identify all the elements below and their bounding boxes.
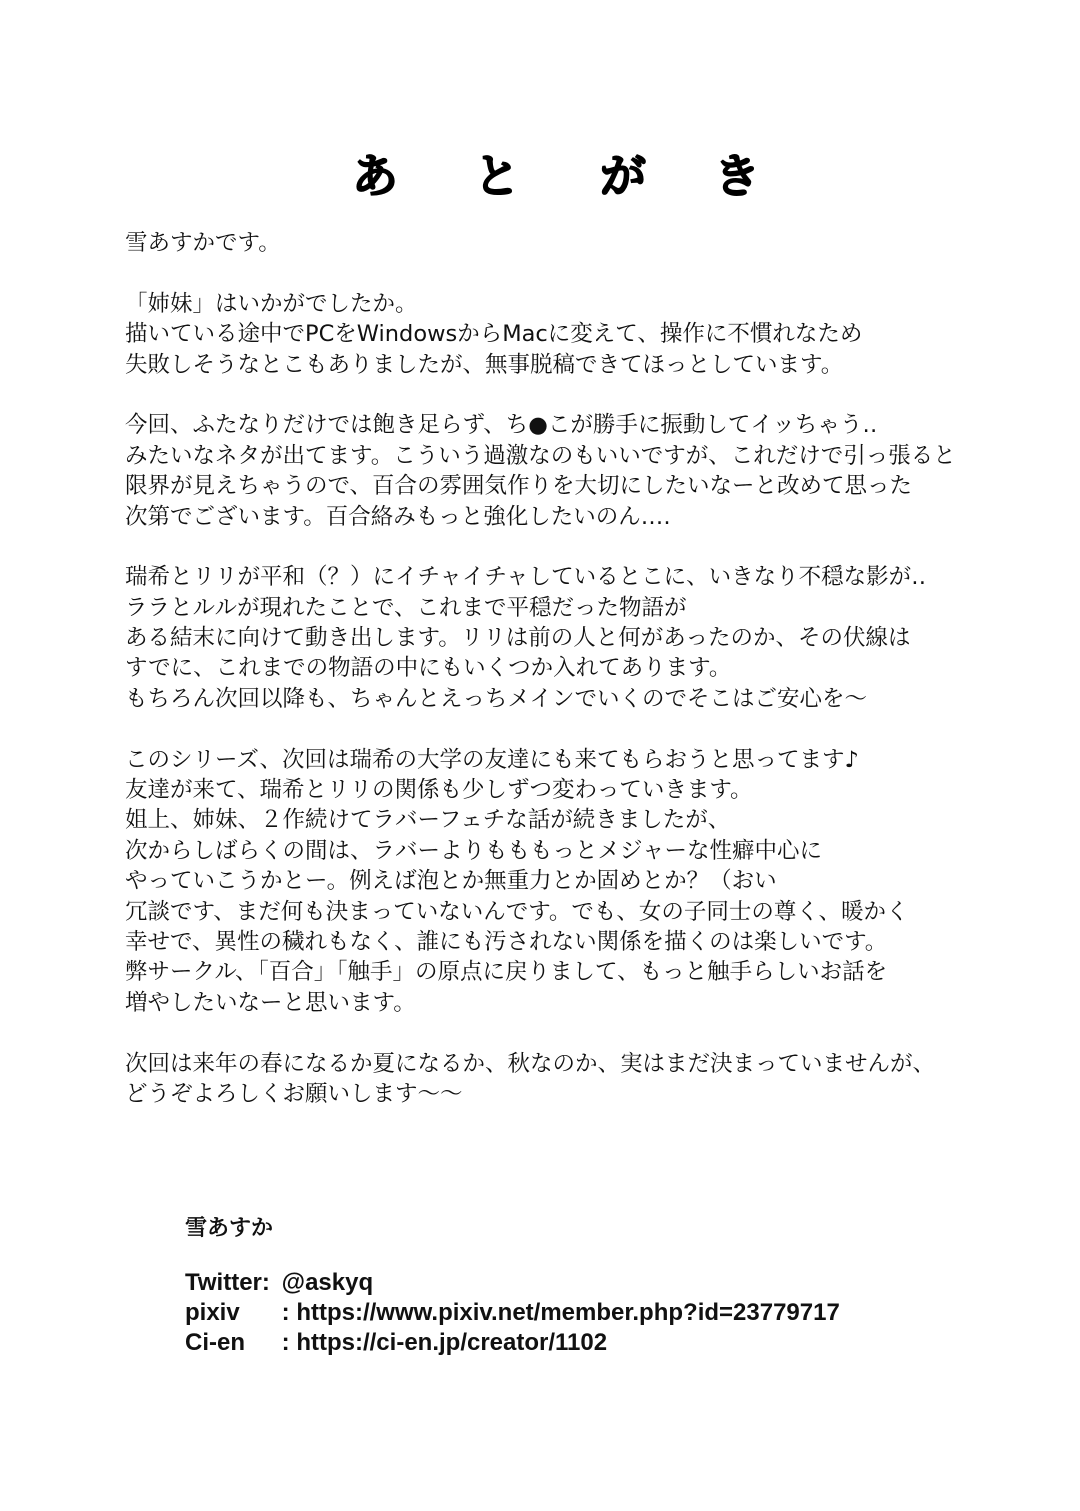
body-line: このシリーズ、次回は瑞希の大学の友達にも来てもらおうと思ってます♪	[125, 746, 859, 773]
twitter-label: Twitter:	[185, 1269, 270, 1296]
body-line: 瑞希とリリが平和（？）にイチャイチャしているとこに、いきなり不穏な影が‥	[125, 564, 927, 591]
afterword-title	[0, 146, 1080, 206]
body-line: 今回、ふたなりだけでは飽き足らず、ち●こが勝手に振動してイッちゃう‥	[125, 412, 878, 439]
body-line: 友達が来て、瑞希とリリの関係も少しずつ変わっていきます。	[125, 777, 753, 804]
title-char: あ	[352, 149, 398, 203]
body-line: すでに、これまでの物語の中にもいくつか入れてあります。	[125, 655, 732, 682]
body-line: 幸せで、異性の穢れもなく、誰にも汚されない関係を描くのは楽しいです。	[125, 928, 888, 955]
greeting-line: 雪あすかです。	[125, 230, 281, 256]
body-line: 次第でございます。百合絡みもっと強化したいのん‥‥	[125, 503, 671, 530]
pixiv-row	[185, 1298, 1005, 1328]
body-line: もちろん次回以降も、ちゃんとえっちメインでいくのでそこはご安心を～	[125, 685, 868, 712]
body-line: 限界が見えちゃうので、百合の雰囲気作りを大切にしたいなーと改めて思った	[125, 473, 913, 500]
body-line: ある結末に向けて動き出します。リリは前の人と何があったのか、その伏線は	[125, 625, 911, 652]
body-line: 次回は来年の春になるか夏になるか、秋なのか、実はまだ決まっていませんが、	[125, 1050, 936, 1077]
body-line: ララとルルが現れたことで、これまで平穏だった物語が	[125, 594, 687, 621]
cien-url: : https://ci-en.jp/creator/1102	[275, 1329, 608, 1356]
paragraph-gap	[125, 380, 1025, 410]
body-line: 増やしたいなーと思います。	[125, 989, 416, 1016]
body-line: 「姉妹」はいかがでしたか。	[125, 290, 418, 317]
title-char: と	[474, 149, 520, 203]
author-footer	[185, 1212, 1005, 1358]
title-char: が	[600, 149, 646, 203]
body-line: 失敗しそうなとこもありましたが、無事脱稿できてほっとしています。	[125, 351, 844, 378]
paragraph-gap	[125, 1018, 1025, 1048]
afterword-body	[125, 228, 1025, 1109]
body-line: どうぞよろしくお願いします～～	[125, 1080, 463, 1107]
paragraph-gap	[125, 258, 1025, 288]
footer-gap	[185, 1246, 1005, 1268]
cien-row	[185, 1328, 1005, 1358]
cien-label: Ci-en	[185, 1329, 245, 1356]
pixiv-url: : https://www.pixiv.net/member.php?id=23779717	[275, 1299, 840, 1326]
body-line: 姐上、姉妹、２作続けてラバーフェチな話が続きましたが、	[125, 807, 731, 834]
paragraph-gap	[125, 532, 1025, 562]
body-line: やっていこうかとー。例えば泡とか無重力とか固めとか？（おい	[125, 868, 777, 895]
body-line: みたいなネタが出てます。こういう過激なのもいいですが、これだけで引っ張ると	[125, 442, 956, 469]
paragraph-gap	[125, 714, 1025, 744]
body-line: 次からしばらくの間は、ラバーよりもももっとメジャーな性癖中心に	[125, 837, 823, 864]
body-line: 弊サークル、「百合」「触手」の原点に戻りまして、もっと触手らしいお話を	[125, 959, 888, 986]
twitter-handle: @askyq	[275, 1269, 374, 1296]
body-line: 冗談です、まだ何も決まっていないんです。でも、女の子同士の尊く、暖かく	[125, 898, 909, 925]
author-name: 雪あすか	[185, 1216, 274, 1241]
twitter-row	[185, 1268, 1005, 1298]
title-char: き	[714, 149, 760, 203]
pixiv-label: pixiv	[185, 1299, 240, 1326]
body-line: 描いている途中でPCをWindowsからMacに変えて、操作に不慣れなため	[125, 321, 863, 348]
